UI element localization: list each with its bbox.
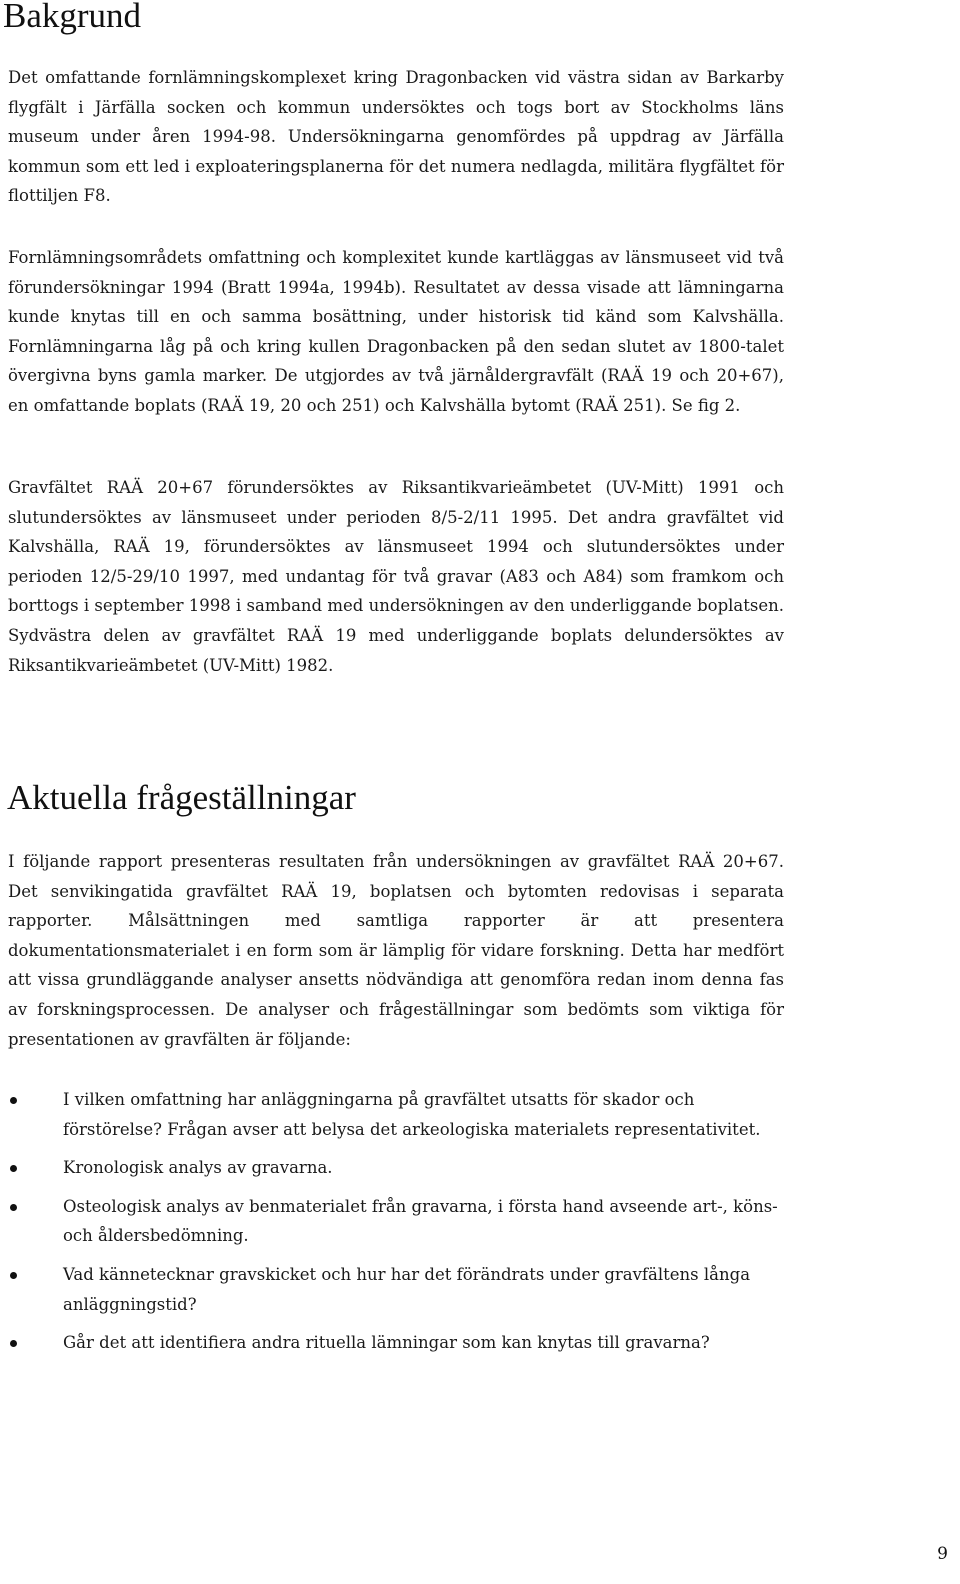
list-item xyxy=(8,1192,798,1251)
paragraph-bakgrund-3: Gravfältet RAÄ 20+67 förundersöktes av Riksantikvarieämbetet (UV-Mitt) 1991 och slutundersöktes av länsmuseet under perioden 8/5-2/11 1995. Det andra gravfältet vid Kalvshälla, RAÄ 19, förundersöktes av länsmuseet 1994 och slutundersöktes under perioden 12/5-29/10 1997, med undantag för två gravar (A83 och A84) som framkom och borttogs i september 1998 i samband med undersökningen av den underliggande boplatsen. Sydvästra delen av gravfältet RAÄ 19 med underliggande boplats delundersöktes av Riksantikvarieämbetet (UV-Mitt) 1982. xyxy=(8,478,784,675)
list-item-text: Osteologisk analys av benmaterialet från gravarna, i första hand avseende art-, köns- och åldersbedömning. xyxy=(63,1196,778,1246)
bullet-icon xyxy=(10,1165,17,1172)
paragraph-bakgrund-2: Fornlämningsområdets omfattning och komplexitet kunde kartläggas av länsmuseet vid två förundersökningar 1994 (Bratt 1994a, 1994b). Resultatet av dessa visade att lämningarna kunde knytas till en och samma bosättning, under historisk tid känd som Kalvshälla. Fornlämningarna låg på och kring kullen Dragonbacken på den sedan slutet av 1800-talet övergivna byns gamla marker. De utgjordes av två järnåldergravfält (RAÄ 19 och 20+67), en omfattande boplats (RAÄ 19, 20 och 251) och Kalvshälla bytomt (RAÄ 251). Se fig 2. xyxy=(8,248,784,415)
bullet-icon xyxy=(10,1204,17,1211)
list-item xyxy=(8,1260,798,1319)
section-heading-aktuella-fragestallningar: Aktuella frågeställningar xyxy=(7,778,356,817)
bullet-icon xyxy=(10,1272,17,1279)
page-number: 9 xyxy=(937,1544,948,1564)
question-list xyxy=(8,1085,798,1367)
list-item xyxy=(8,1153,798,1183)
paragraph-bakgrund-1: Det omfattande fornlämningskomplexet kring Dragonbacken vid västra sidan av Barkarby flygfält i Järfälla socken och kommun undersöktes och togs bort av Stockholms läns museum under åren 1994-98. Undersökningarna genomfördes på uppdrag av Järfälla kommun som ett led i exploateringsplanerna för det numera nedlagda, militära flygfältet för flottiljen F8. xyxy=(8,68,784,206)
list-item xyxy=(8,1328,798,1358)
list-item xyxy=(8,1085,798,1144)
bullet-icon xyxy=(10,1097,17,1104)
paragraph-aktuella-intro: I följande rapport presenteras resultaten från undersökningen av gravfältet RAÄ 20+67. Det senvikingatida gravfältet RAÄ 19, boplatsen och bytomten redovisas i separata rapporter. Målsättningen med samtliga rapporter är att presentera dokumentationsmaterialet i en form som är lämplig för vidare forskning. Detta har medfört att vissa grundläggande analyser ansetts nödvändiga att genomföra redan inom denna fas av forskningsprocessen. De analyser och frågeställningar som bedömts som viktiga för presentationen av gravfälten är följande: xyxy=(8,852,784,1049)
list-item-text: Går det att identifiera andra rituella lämningar som kan knytas till gravarna? xyxy=(63,1333,710,1353)
bullet-icon xyxy=(10,1340,17,1347)
list-item-text: I vilken omfattning har anläggningarna på gravfältet utsatts för skador och förstörelse? Frågan avser att belysa det arkeologiska materialets representativitet. xyxy=(63,1090,761,1139)
section-heading-bakgrund: Bakgrund xyxy=(3,0,142,35)
list-item-text: Vad kännetecknar gravskicket och hur har det förändrats under gravfältens långa anläggningstid? xyxy=(63,1264,751,1314)
list-item-text: Kronologisk analys av gravarna. xyxy=(63,1158,333,1178)
